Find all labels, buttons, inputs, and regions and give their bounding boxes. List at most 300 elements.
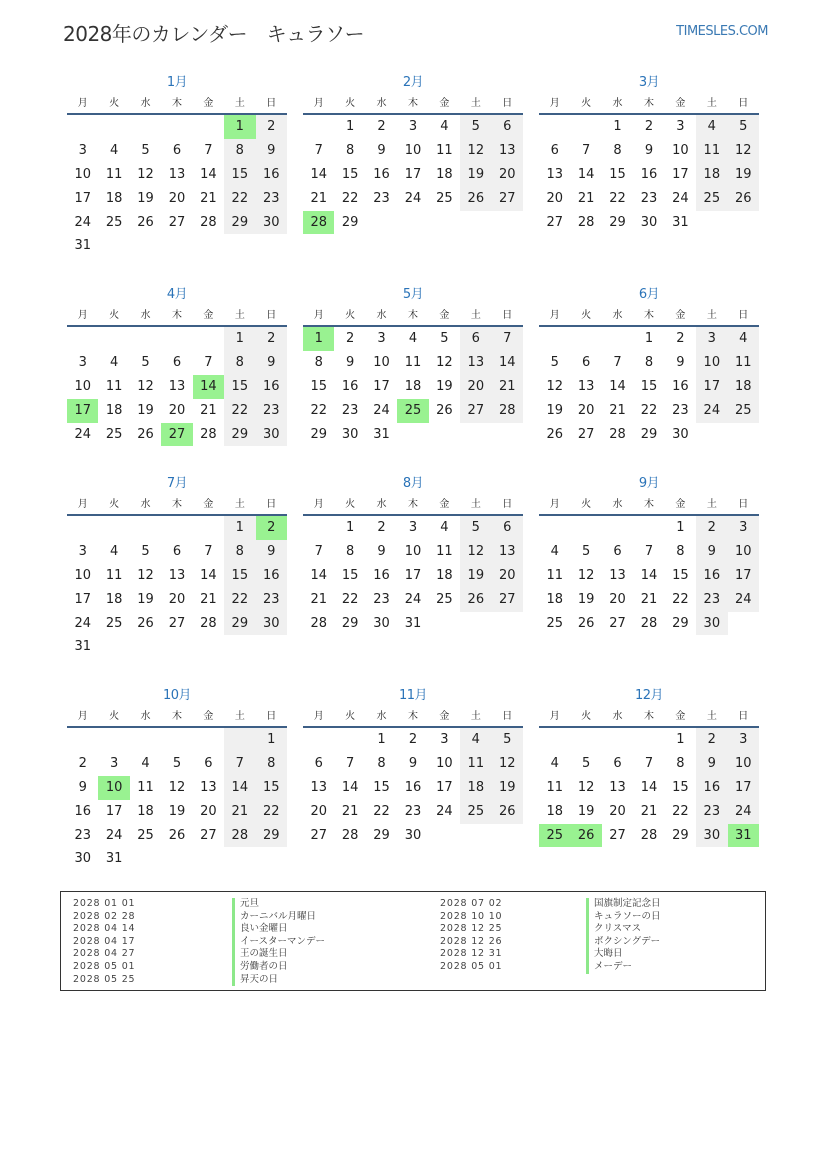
day-cell: 7: [345, 755, 355, 771]
weekday-label: 水: [140, 98, 151, 109]
weekday-label: 火: [581, 98, 592, 109]
brand-logo[interactable]: TIMESLES.COM: [676, 24, 768, 39]
day-cell: 6: [172, 543, 182, 559]
weekday-label: 金: [675, 310, 686, 321]
day-cell: 22: [341, 591, 359, 607]
day-cell: 2: [78, 755, 87, 771]
legend-holiday-name: 国旗制定記念日: [586, 898, 661, 911]
day-cell: 24: [74, 615, 91, 631]
day-cell: 7: [204, 354, 213, 370]
day-cell: 16: [696, 564, 727, 588]
month-name: 1月: [166, 75, 188, 90]
day-cell: 14: [341, 779, 359, 795]
day-cell: 7: [581, 142, 591, 158]
day-cell: 18: [460, 776, 491, 800]
day-cell: 5: [141, 142, 150, 158]
weekday-label: 水: [140, 711, 151, 722]
day-cell: 30: [672, 426, 689, 442]
day-cell: 28: [577, 214, 595, 230]
day-cell: 29: [672, 615, 689, 631]
day-cell: 20: [168, 591, 186, 607]
day-cell: 2: [345, 331, 355, 346]
empty-cell: [539, 327, 570, 351]
legend-holiday-name: クリスマス: [586, 923, 641, 936]
empty-cell: [539, 516, 570, 540]
day-cell: 1: [676, 520, 685, 535]
month-name: 10月: [162, 688, 192, 703]
day-cell: 10: [74, 378, 91, 394]
day-cell: 21: [577, 190, 595, 206]
day-cell: 4: [109, 543, 119, 559]
day-cell: 23: [640, 190, 658, 206]
day-cell: 31: [404, 615, 422, 631]
day-cell: 8: [377, 755, 386, 771]
empty-cell: [130, 728, 161, 752]
day-cell: 27: [546, 214, 563, 230]
day-cell: 6: [204, 755, 213, 771]
day-cell: 5: [581, 543, 591, 559]
day-cell: 29: [224, 612, 255, 636]
weekday-label: 月: [549, 499, 560, 510]
weekday-label: 火: [109, 711, 120, 722]
month-block: [67, 72, 287, 258]
day-cell: 7: [644, 755, 654, 771]
day-cell: 23: [256, 588, 287, 612]
day-cell: 3: [676, 119, 685, 134]
day-cell: 5: [440, 331, 449, 346]
day-cell: 21: [224, 800, 255, 824]
day-cell: 8: [224, 351, 255, 375]
day-cell: 26: [137, 615, 154, 631]
day-cell: 14: [492, 351, 523, 375]
day-cell: 4: [550, 543, 559, 559]
weekday-label: 金: [675, 711, 686, 722]
empty-cell: [334, 728, 365, 752]
day-cell: 4: [440, 119, 449, 134]
day-cell: 26: [137, 426, 154, 442]
day-cell: 7: [644, 543, 654, 559]
day-cell: 12: [728, 139, 759, 163]
legend-date: 2028 05 01: [440, 961, 503, 972]
day-cell: 26: [460, 187, 491, 211]
day-grid: [539, 516, 759, 635]
day-cell: 3: [78, 354, 87, 370]
day-cell: 6: [492, 516, 523, 540]
day-cell: 2: [256, 115, 287, 139]
day-cell: 18: [105, 190, 123, 206]
day-cell: 15: [609, 166, 626, 182]
weekday-label: 月: [549, 98, 560, 109]
page-title: 2028年のカレンダー キュラソー: [63, 22, 365, 46]
weekday-label: 木: [643, 310, 654, 321]
weekday-label: 日: [266, 499, 277, 510]
day-cell: 10: [728, 752, 759, 776]
legend-holiday-name: メーデー: [586, 961, 632, 974]
empty-cell: [303, 728, 334, 752]
weekday-label: 火: [109, 499, 120, 510]
weekday-label: 金: [203, 711, 214, 722]
holiday-day-cell: 1: [224, 115, 255, 139]
day-cell: 19: [460, 564, 491, 588]
empty-cell: [161, 728, 192, 752]
month-name: 11月: [398, 688, 428, 703]
weekday-label: 土: [470, 98, 481, 109]
weekday-label: 月: [313, 310, 324, 321]
day-cell: 19: [168, 803, 186, 819]
weekday-label: 木: [171, 98, 182, 109]
holiday-legend: [60, 891, 766, 991]
day-cell: 13: [492, 139, 523, 163]
day-cell: 26: [546, 426, 563, 442]
day-cell: 9: [256, 540, 287, 564]
day-cell: 16: [256, 564, 287, 588]
day-cell: 31: [74, 639, 91, 655]
weekday-label: 土: [706, 711, 717, 722]
day-cell: 16: [256, 163, 287, 187]
day-cell: 21: [200, 190, 217, 206]
weekday-label: 日: [266, 310, 277, 321]
day-cell: 5: [460, 115, 491, 139]
legend-holiday-name: キュラソーの日: [586, 911, 661, 924]
day-cell: 5: [141, 543, 150, 559]
day-cell: 17: [696, 375, 727, 399]
day-cell: 9: [256, 139, 287, 163]
day-cell: 28: [200, 426, 217, 442]
day-cell: 22: [609, 190, 626, 206]
day-cell: 10: [74, 166, 91, 182]
day-cell: 21: [200, 591, 217, 607]
day-cell: 14: [640, 567, 658, 583]
day-cell: 16: [341, 378, 359, 394]
day-cell: 23: [74, 827, 91, 843]
weekday-label: 日: [738, 310, 749, 321]
weekday-label: 水: [376, 711, 387, 722]
weekday-label: 木: [171, 310, 182, 321]
day-cell: 17: [672, 166, 689, 182]
day-cell: 14: [310, 567, 327, 583]
day-cell: 23: [373, 190, 390, 206]
day-cell: 18: [546, 803, 563, 819]
day-cell: 30: [640, 214, 658, 230]
day-cell: 13: [310, 779, 327, 795]
empty-cell: [602, 327, 633, 351]
day-cell: 28: [200, 214, 217, 230]
day-cell: 12: [577, 567, 595, 583]
legend-date: 2028 04 14: [73, 923, 136, 935]
weekday-label: 火: [581, 711, 592, 722]
day-cell: 24: [728, 800, 759, 824]
day-cell: 18: [436, 567, 453, 583]
day-cell: 31: [105, 851, 123, 867]
day-cell: 23: [696, 588, 727, 612]
month-name: 2月: [402, 75, 424, 90]
weekday-label: 月: [77, 310, 88, 321]
day-cell: 23: [672, 402, 689, 418]
weekday-label: 水: [612, 711, 623, 722]
day-cell: 11: [546, 567, 563, 583]
day-grid: [539, 728, 759, 847]
day-cell: 6: [172, 354, 182, 370]
day-cell: 16: [256, 375, 287, 399]
weekday-label: 金: [203, 98, 214, 109]
legend-date: 2028 12 26: [440, 935, 503, 947]
day-cell: 27: [200, 827, 217, 843]
day-cell: 8: [613, 142, 622, 158]
weekday-label: 木: [643, 711, 654, 722]
day-cell: 27: [492, 187, 523, 211]
empty-cell: [193, 728, 224, 752]
weekday-label: 火: [345, 98, 356, 109]
day-cell: 8: [224, 540, 255, 564]
day-cell: 8: [314, 354, 323, 370]
weekday-label: 月: [549, 310, 560, 321]
legend-holiday-name: 労働者の日: [232, 961, 288, 974]
month-name: 3月: [638, 75, 660, 90]
day-cell: 29: [341, 615, 359, 631]
day-cell: 27: [168, 615, 186, 631]
day-grid: [67, 327, 287, 446]
holiday-day-cell: 1: [303, 327, 334, 351]
holiday-day-cell: 10: [98, 776, 129, 800]
legend-date: 2028 02 28: [73, 910, 136, 922]
day-cell: 14: [200, 166, 217, 182]
month-name: 8月: [402, 476, 424, 491]
day-cell: 4: [550, 755, 559, 771]
legend-date: 2028 10 10: [440, 910, 503, 922]
weekday-label: 日: [502, 499, 513, 510]
empty-cell: [224, 728, 255, 752]
weekday-label: 日: [738, 98, 749, 109]
day-cell: 3: [78, 142, 87, 158]
day-cell: 19: [137, 402, 154, 418]
day-cell: 25: [436, 190, 453, 206]
day-cell: 9: [256, 351, 287, 375]
day-cell: 27: [609, 615, 626, 631]
weekday-label: 木: [407, 711, 418, 722]
day-cell: 14: [577, 166, 595, 182]
weekday-label: 金: [203, 499, 214, 510]
day-cell: 18: [105, 591, 123, 607]
empty-cell: [161, 115, 192, 139]
day-cell: 2: [676, 331, 685, 346]
month-name: 12月: [634, 688, 664, 703]
day-cell: 15: [640, 378, 658, 394]
day-cell: 30: [256, 423, 287, 447]
legend-holiday-name: 元旦: [232, 898, 259, 911]
day-cell: 30: [373, 615, 390, 631]
day-cell: 12: [168, 779, 186, 795]
day-cell: 9: [696, 752, 727, 776]
day-cell: 21: [310, 190, 327, 206]
day-cell: 25: [105, 615, 123, 631]
legend-date: 2028 12 31: [440, 948, 503, 960]
empty-cell: [98, 516, 129, 540]
day-cell: 15: [310, 378, 327, 394]
day-cell: 12: [546, 378, 563, 394]
day-cell: 1: [377, 732, 386, 747]
weekday-label: 月: [77, 711, 88, 722]
day-cell: 2: [377, 119, 386, 134]
empty-cell: [130, 115, 161, 139]
weekday-label: 木: [171, 499, 182, 510]
day-cell: 13: [460, 351, 491, 375]
weekday-header: [67, 94, 287, 115]
day-cell: 26: [436, 402, 453, 418]
day-cell: 16: [373, 166, 390, 182]
day-cell: 8: [256, 752, 287, 776]
month-name: 6月: [638, 287, 660, 302]
weekday-label: 日: [502, 98, 513, 109]
day-cell: 12: [436, 354, 453, 370]
weekday-label: 水: [612, 310, 623, 321]
day-cell: 27: [310, 827, 327, 843]
day-cell: 21: [609, 402, 626, 418]
day-cell: 20: [546, 190, 563, 206]
day-cell: 25: [728, 399, 759, 423]
month-name: 7月: [166, 476, 188, 491]
weekday-label: 土: [706, 499, 717, 510]
day-cell: 16: [404, 779, 422, 795]
day-cell: 23: [696, 800, 727, 824]
day-cell: 19: [137, 591, 154, 607]
day-cell: 17: [728, 564, 759, 588]
month-name: 4月: [166, 287, 188, 302]
day-cell: 20: [609, 591, 626, 607]
weekday-label: 月: [313, 98, 324, 109]
day-cell: 26: [460, 588, 491, 612]
day-cell: 20: [200, 803, 217, 819]
day-cell: 31: [672, 214, 689, 230]
weekday-label: 火: [581, 310, 592, 321]
day-cell: 13: [546, 166, 563, 182]
day-cell: 28: [609, 426, 626, 442]
day-cell: 22: [373, 803, 390, 819]
day-cell: 26: [168, 827, 186, 843]
day-cell: 21: [310, 591, 327, 607]
day-cell: 22: [224, 187, 255, 211]
weekday-label: 木: [407, 98, 418, 109]
day-cell: 29: [373, 827, 390, 843]
weekday-label: 木: [171, 711, 182, 722]
weekday-label: 月: [77, 98, 88, 109]
day-cell: 22: [224, 588, 255, 612]
day-cell: 17: [74, 591, 91, 607]
day-cell: 8: [224, 139, 255, 163]
day-cell: 20: [168, 402, 186, 418]
day-cell: 11: [460, 752, 491, 776]
day-cell: 14: [609, 378, 626, 394]
empty-cell: [633, 516, 664, 540]
day-cell: 3: [440, 732, 449, 747]
day-cell: 21: [492, 375, 523, 399]
day-cell: 25: [137, 827, 154, 843]
empty-cell: [633, 728, 664, 752]
weekday-label: 金: [439, 310, 450, 321]
weekday-label: 水: [376, 98, 387, 109]
day-cell: 4: [460, 728, 491, 752]
day-cell: 15: [224, 564, 255, 588]
day-cell: 9: [78, 779, 87, 795]
month-block: [539, 284, 759, 446]
month-name: 9月: [638, 476, 660, 491]
weekday-label: 土: [706, 98, 717, 109]
weekday-header: [539, 94, 759, 115]
day-cell: 2: [256, 327, 287, 351]
day-cell: 20: [609, 803, 626, 819]
day-cell: 24: [404, 190, 422, 206]
day-cell: 2: [408, 732, 418, 747]
day-cell: 13: [200, 779, 217, 795]
day-cell: 25: [105, 426, 123, 442]
legend-date: 2028 04 17: [73, 935, 136, 947]
day-cell: 19: [577, 803, 595, 819]
empty-cell: [130, 516, 161, 540]
empty-cell: [193, 516, 224, 540]
weekday-header: [303, 495, 523, 516]
day-cell: 26: [577, 615, 595, 631]
day-cell: 28: [640, 615, 658, 631]
weekday-header: [539, 707, 759, 728]
weekday-header: [303, 707, 523, 728]
weekday-label: 土: [234, 499, 245, 510]
day-cell: 15: [672, 567, 689, 583]
day-grid: [67, 516, 287, 659]
day-cell: 11: [105, 378, 123, 394]
day-cell: 22: [310, 402, 327, 418]
day-cell: 4: [696, 115, 727, 139]
day-cell: 9: [644, 142, 654, 158]
day-cell: 29: [640, 426, 658, 442]
day-cell: 12: [460, 139, 491, 163]
day-cell: 29: [224, 211, 255, 235]
day-cell: 5: [460, 516, 491, 540]
day-cell: 4: [728, 327, 759, 351]
legend-date: 2028 05 01: [73, 961, 136, 972]
day-cell: 4: [109, 354, 119, 370]
legend-date: 2028 12 25: [440, 923, 503, 935]
day-cell: 13: [609, 567, 626, 583]
day-cell: 18: [105, 402, 123, 418]
day-cell: 27: [609, 827, 626, 843]
empty-cell: [602, 728, 633, 752]
day-cell: 29: [256, 824, 287, 848]
day-cell: 18: [696, 163, 727, 187]
day-cell: 18: [137, 803, 154, 819]
day-cell: 6: [613, 755, 622, 771]
day-cell: 12: [577, 779, 595, 795]
day-cell: 22: [256, 800, 287, 824]
month-block: [539, 685, 759, 847]
day-cell: 9: [696, 540, 727, 564]
day-cell: 16: [373, 567, 390, 583]
day-cell: 7: [204, 543, 213, 559]
day-cell: 4: [109, 142, 119, 158]
weekday-label: 日: [738, 711, 749, 722]
weekday-label: 木: [643, 98, 654, 109]
day-cell: 25: [105, 214, 123, 230]
day-cell: 18: [728, 375, 759, 399]
day-cell: 9: [377, 543, 386, 559]
weekday-label: 日: [738, 499, 749, 510]
day-cell: 24: [696, 399, 727, 423]
day-cell: 20: [168, 190, 186, 206]
weekday-label: 木: [407, 310, 418, 321]
legend-date: 2028 05 25: [73, 973, 136, 985]
weekday-header: [67, 306, 287, 327]
legend-holiday-name: 昇天の日: [232, 974, 278, 987]
day-cell: 11: [105, 567, 123, 583]
weekday-label: 木: [643, 499, 654, 510]
